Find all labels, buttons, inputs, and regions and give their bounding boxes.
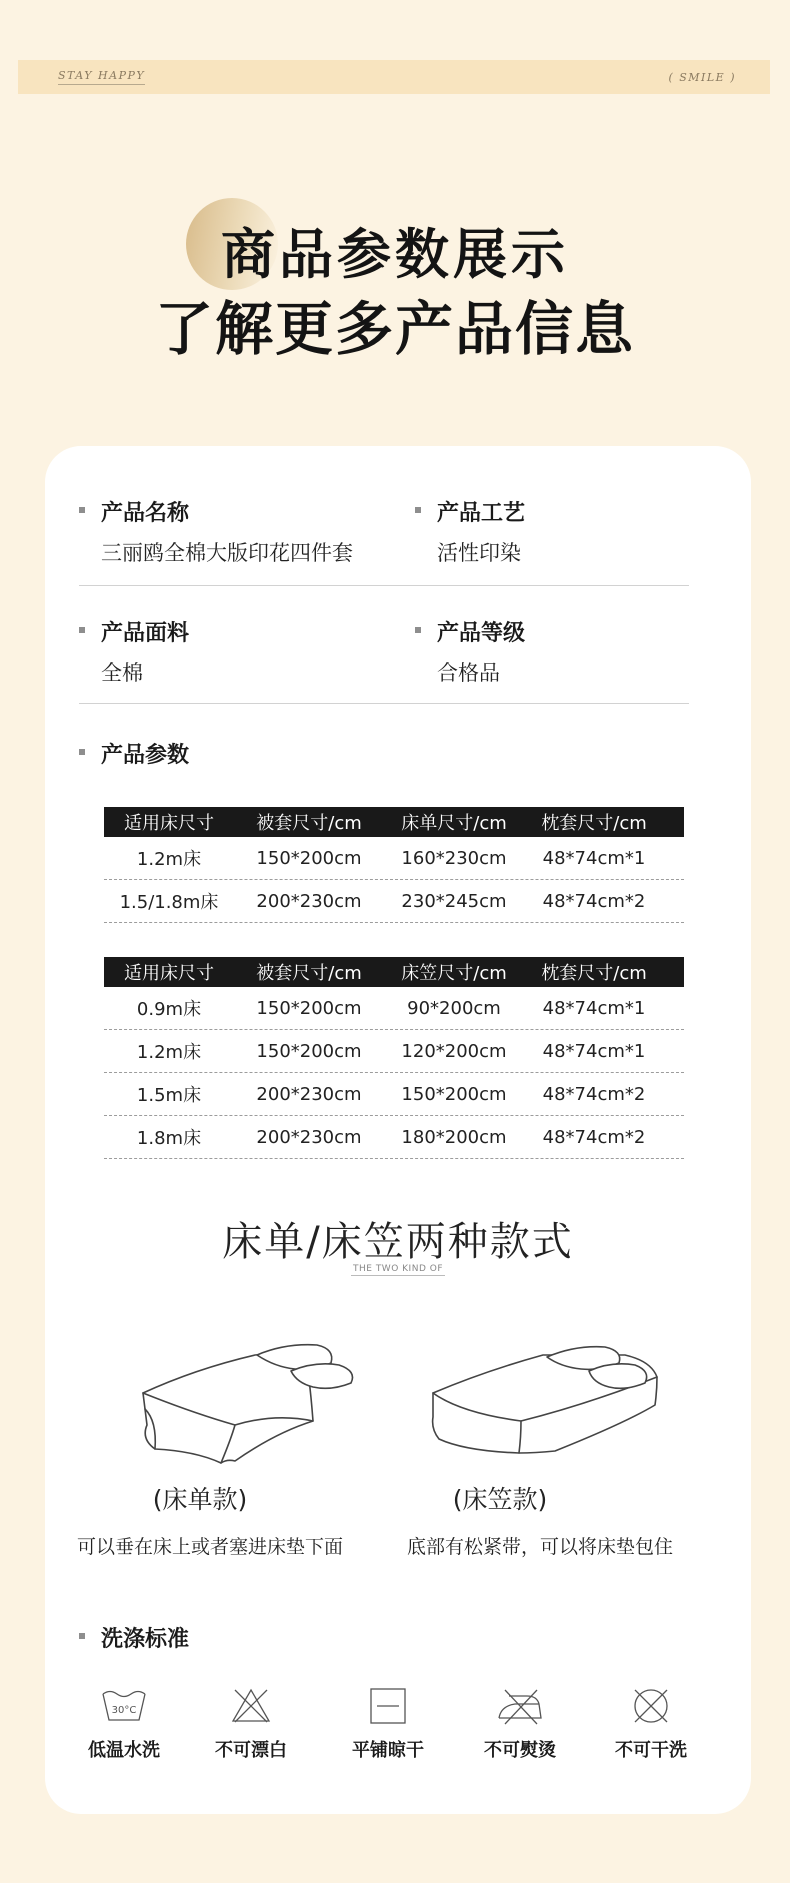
wash-label: 洗涤标准 [79, 1622, 189, 1653]
header-cell: 枕套尺寸/cm [541, 963, 647, 984]
table-header [104, 957, 684, 987]
table-row [104, 880, 684, 923]
table-header [104, 807, 684, 837]
page-title: 商品参数展示 [221, 223, 569, 286]
table-cell: 120*200cm [401, 1040, 507, 1062]
table-cell: 48*74cm*1 [542, 997, 646, 1019]
table-cell: 48*74cm*1 [542, 1040, 646, 1062]
table-cell: 160*230cm [401, 847, 507, 869]
styles-title: 床单/床笠两种款式 [222, 1219, 574, 1265]
table-cell: 48*74cm*1 [542, 847, 646, 869]
table-cell: 200*230cm [256, 890, 362, 912]
wash-30-icon [99, 1686, 149, 1726]
product-info-card [45, 446, 751, 1814]
wash-item-label: 低温水洗 [88, 1740, 160, 1761]
table-row [104, 987, 684, 1030]
no-dry-clean-icon [626, 1686, 676, 1726]
wash-item-label: 不可干洗 [615, 1740, 687, 1761]
sheet-spec-table [104, 807, 684, 923]
table-row [104, 1030, 684, 1073]
info-name [79, 496, 353, 567]
wash-section [79, 1622, 189, 1653]
info-label: 产品面料 [79, 616, 189, 647]
params-section [79, 738, 189, 769]
table-cell: 90*200cm [407, 997, 501, 1019]
wash-item [69, 1686, 179, 1762]
header-cell: 适用床尺寸 [124, 813, 214, 834]
table-cell: 48*74cm*2 [542, 1083, 646, 1105]
wash-item-label: 不可漂白 [215, 1740, 287, 1761]
header-cell: 被套尺寸/cm [256, 963, 362, 984]
fitted-spec-table [104, 957, 684, 1159]
top-banner [18, 60, 770, 94]
wash-temp-text: 30°C [111, 1705, 137, 1716]
flat-sheet-bed-icon [135, 1321, 385, 1471]
table-cell: 1.2m床 [136, 1042, 202, 1063]
table-cell: 0.9m床 [136, 999, 202, 1020]
info-value: 活性印染 [437, 541, 521, 565]
wash-item [333, 1686, 443, 1762]
table-row [104, 1116, 684, 1159]
page-subtitle: 了解更多产品信息 [154, 295, 635, 363]
no-iron-icon [495, 1686, 545, 1726]
fitted-sheet-bed-icon [425, 1321, 675, 1471]
table-cell: 1.8m床 [136, 1128, 202, 1149]
flat-sheet-name: (床单款) [152, 1485, 248, 1514]
header-cell: 被套尺寸/cm [256, 813, 362, 834]
flat-sheet-desc: 可以垂在床上或者塞进床垫下面 [76, 1536, 343, 1558]
table-cell: 48*74cm*2 [542, 1126, 646, 1148]
table-cell: 200*230cm [256, 1083, 362, 1105]
fitted-sheet-desc: 底部有松紧带，可以将床垫包住 [406, 1536, 673, 1558]
info-label: 产品工艺 [415, 496, 525, 527]
header-cell: 适用床尺寸 [124, 963, 214, 984]
table-cell: 180*200cm [401, 1126, 507, 1148]
table-row [104, 1073, 684, 1116]
divider [79, 585, 689, 586]
wash-item [465, 1686, 575, 1762]
dry-flat-icon [363, 1686, 413, 1726]
info-fabric [79, 616, 189, 687]
header-cell: 枕套尺寸/cm [541, 813, 647, 834]
info-value: 合格品 [437, 661, 500, 685]
styles-subtitle [45, 1264, 751, 1274]
wash-item-label: 不可熨烫 [484, 1740, 556, 1761]
params-label: 产品参数 [79, 738, 189, 769]
header-cell: 床笠尺寸/cm [401, 963, 507, 984]
table-cell: 150*200cm [256, 847, 362, 869]
info-label: 产品名称 [79, 496, 353, 527]
table-cell: 150*200cm [256, 1040, 362, 1062]
banner-right-text: ( SMILE ) [668, 71, 736, 84]
table-cell: 1.5m床 [136, 1085, 202, 1106]
wash-item [196, 1686, 306, 1762]
info-value: 全棉 [101, 661, 143, 685]
info-value: 三丽鸥全棉大版印花四件套 [101, 541, 353, 565]
table-cell: 48*74cm*2 [542, 890, 646, 912]
info-process [415, 496, 525, 567]
table-cell: 230*245cm [401, 890, 507, 912]
wash-item-label: 平铺晾干 [352, 1740, 424, 1761]
table-row [104, 837, 684, 880]
info-label: 产品等级 [415, 616, 525, 647]
fitted-sheet-name: (床笠款) [452, 1485, 548, 1514]
styles-subtitle-text: THE TWO KIND OF [353, 1264, 443, 1274]
wash-item [596, 1686, 706, 1762]
no-bleach-icon [226, 1686, 276, 1726]
table-cell: 1.5/1.8m床 [119, 892, 219, 913]
table-cell: 150*200cm [256, 997, 362, 1019]
info-grade [415, 616, 525, 687]
divider [79, 703, 689, 704]
table-cell: 1.2m床 [136, 849, 202, 870]
header-cell: 床单尺寸/cm [401, 813, 507, 834]
table-cell: 150*200cm [401, 1083, 507, 1105]
banner-left-text: STAY HAPPY [58, 69, 145, 85]
table-cell: 200*230cm [256, 1126, 362, 1148]
